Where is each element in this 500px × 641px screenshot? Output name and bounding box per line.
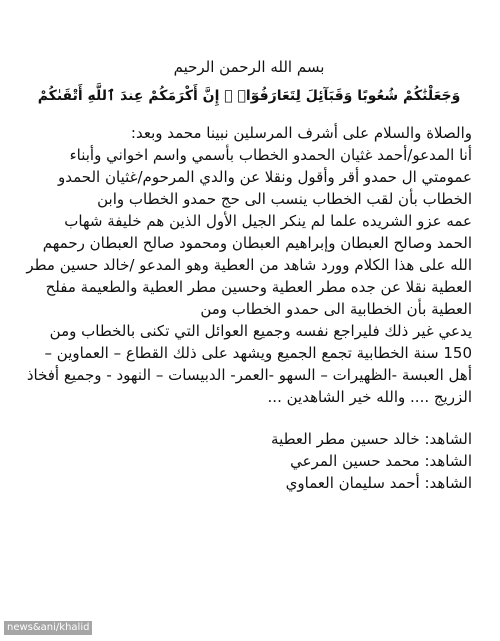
closing-paragraph: يدعي غير ذلك فليراجع نفسه وجميع العوائل التي تكنى بالخطاب ومن 150 سنة الخطابية تجمع الجميع ويشهد على ذلك القطاع – العماوين – أهل العبسة -الظهيرات – السهو -العمر- الدبيسات – النهود - وجميع أفخاذ الزريج .... والله خير الشاهدين ... (26, 322, 472, 406)
basmala-heading: بسم الله الرحمن الرحيم (173, 58, 325, 76)
witness-line-3: الشاهد: أحمد سليمان العماوي (285, 474, 472, 492)
witness-source-paragraph: الحمد وصالح العبطان وإبراهيم العبطان ومحمود صالح العبطان رحمهم الله على هذا الكلام وورد شاهد من العطية وهو المدعو /خالد حسين مطر العطية نقلا عن جده مطر العطية وحسين مطر العطية والطعيمة مفلح العطية بأن الخطابية الى حمدو الخطاب ومن (26, 234, 472, 318)
quran-verse: وَجَعَلْنَٰكُمْ شُعُوبًا وَقَبَآئِلَ لِتَعَارَفُوٓا۟ ۚ إِنَّ أَكْرَمَكُمْ عِندَ ٱللَّهِ أَتْقَىٰكُمْ (37, 88, 461, 104)
opening-line: والصلاة والسلام على أشرف المرسلين نبينا محمد وبعد: (130, 124, 472, 142)
watermark-label: news&ani/khalid (4, 621, 92, 635)
witness-line-2: الشاهد: محمد حسين المرعي (290, 452, 472, 470)
witness-line-1: الشاهد: خالد حسين مطر العطية (271, 430, 472, 448)
document-body (26, 122, 472, 408)
statement-paragraph: عمومتي ال حمدو أقر وأقول ونقلا عن والدي المرحوم/غثيان الحمدو الخطاب بأن لقب الخطاب ينسب الى حج حمدو الخطاب وابن (58, 168, 472, 208)
cousin-paragraph: عمه عزو الشريده علما لم ينكر الجيل الأول الذين هم خليفة شهاب (64, 212, 472, 230)
witness-list (26, 428, 472, 494)
declarant-paragraph: أنا المدعو/أحمد غثيان الحمدو الخطاب بأسمي واسم اخواني وأبناء (69, 146, 472, 164)
